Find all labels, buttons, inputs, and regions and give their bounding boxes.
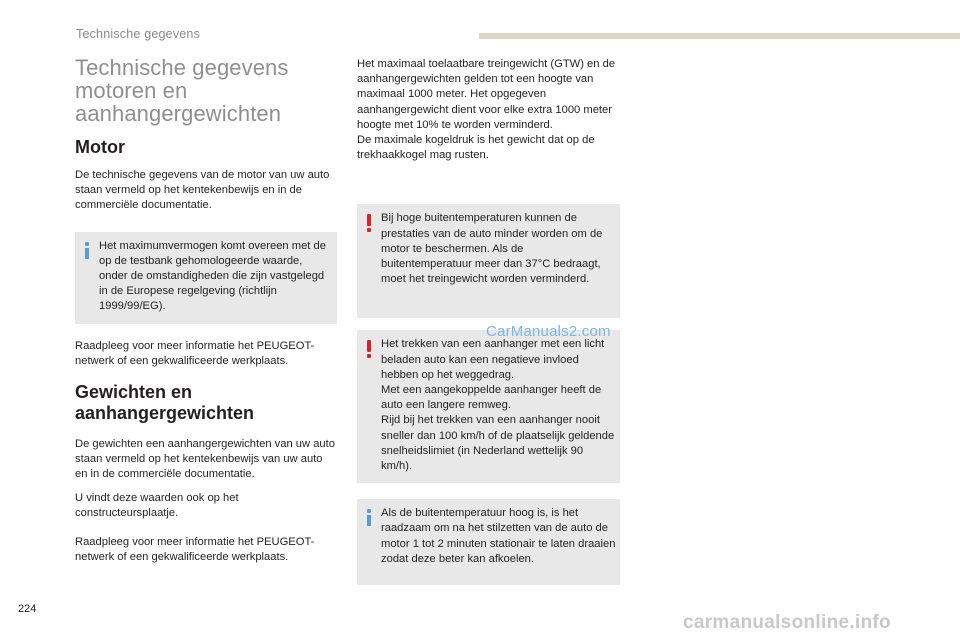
motor-paragraph-2: Raadpleeg voor meer informatie het PEUGEOT-netwerk of een gekwalificeerde werkplaats. (75, 339, 315, 367)
cooling-info-text: Als de buitentemperatuur hoog is, is het raadzaam om na het stilzetten van de auto de motor 1 tot 2 minuten stationair te laten draaien zodat deze beter kan afkoelen. (381, 507, 616, 565)
towing-intro-paragraph: Het maximaal toelaatbare treingewicht (GTW) en de aanhangergewichten gelden tot een hoogte van maximaal 1000 meter. Het opgegeven aanhangergewicht dient voor elke extra 1000 meter hoogte met 10% te worden verminderd. De maximale kogeldruk is het gewicht dat op de trekhaakkogel mag rusten. (357, 58, 616, 162)
temperature-warning-text: Bij hoge buitentemperaturen kunnen de prestaties van de auto minder worden om de motor te beschermen. Als de buitentemperatuur meer dan 37°C bedraagt, moet het treingewicht worden verminderd. (381, 212, 603, 286)
motor-info-note (75, 232, 337, 324)
page-number: 224 (18, 603, 37, 615)
trailer-warning-note (357, 330, 620, 483)
info-icon (366, 509, 374, 526)
right-column (357, 57, 620, 585)
weights-heading-line-2: aanhangergewichten (75, 403, 255, 424)
trailer-warning-text: Het trekken van een aanhanger met een licht beladen auto kan een negatieve invloed hebben op het weggedrag. Met een aangekoppelde aanhanger heeft de auto een langere remweg. Rijd bij het trekken van een aanhanger nooit sneller dan 100 km/h of de plaatselijk geldende snelheidslimiet (in Nederland wettelijk 90 km/h). (381, 338, 615, 473)
page-title (75, 56, 337, 125)
left-column (75, 56, 337, 565)
temperature-warning-note (357, 204, 620, 318)
weights-paragraph-2: U vindt deze waarden ook op het constructeursplaatje. (75, 491, 239, 519)
page-title-line-3: aanhangergewichten (75, 101, 282, 126)
warning-icon (366, 214, 374, 232)
info-icon (84, 242, 92, 259)
warning-icon (366, 340, 374, 358)
page-title-line-1: Technische gegevens (75, 55, 289, 80)
motor-heading: Motor (75, 137, 125, 157)
page-title-line-2: motoren en (75, 78, 188, 103)
weights-paragraph-3: Raadpleeg voor meer informatie het PEUGEOT-netwerk of een gekwalificeerde werkplaats. (75, 536, 315, 564)
weights-paragraph-1: De gewichten een aanhangergewichten van uw auto staan vermeld op het kentekenbewijs van uw auto en in de commerciële documentatie. (75, 438, 335, 481)
motor-info-note-text: Het maximumvermogen komt overeen met de op de testbank gehomologeerde waarde, onder de omstandigheden die zijn vastgelegd in de Europese regelgeving (richtlijn 1999/99/EG). (99, 239, 326, 313)
running-header-title: Technische gegevens (76, 27, 201, 41)
weights-heading-line-1: Gewichten en (75, 382, 193, 403)
watermark-carmanuals2: CarManuals2.com (486, 323, 611, 340)
motor-paragraph-1: De technische gegevens van de motor van uw auto staan vermeld op het kentekenbewijs en in de commerciële documentatie. (75, 169, 330, 212)
cooling-info-note (357, 499, 620, 585)
weights-heading (75, 382, 337, 424)
watermark-carmanualsonline: carmanualsonline.info (683, 612, 891, 633)
running-header-bar (479, 33, 960, 39)
